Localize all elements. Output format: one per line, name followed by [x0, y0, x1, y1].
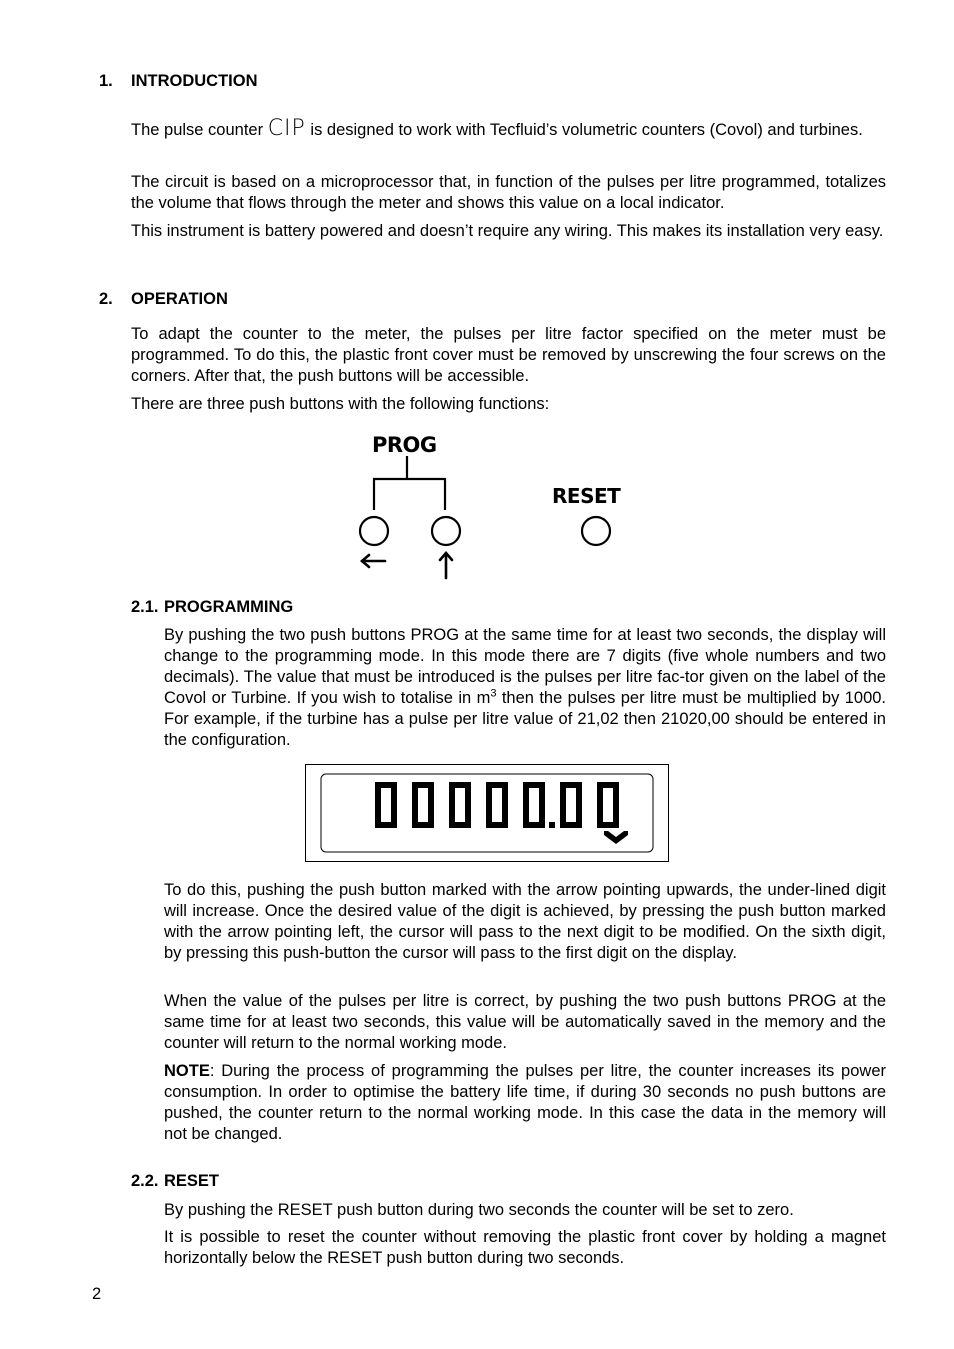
section-heading-reset: [131, 1172, 219, 1191]
lcd-segment: [375, 782, 381, 805]
lcd-display: [305, 764, 669, 862]
section-number: 2.2.: [131, 1172, 159, 1190]
programming-text: then the pulses per litre must be multiplied by 1000. For example, if the turbine has a pulse per litre value of 21,02 then 21020,00 should be entered in the configuration.: [164, 689, 887, 749]
lcd-segment: [613, 782, 619, 805]
intro-paragraph-2: The circuit is based on a microprocessor that, in function of the pulses per litre programmed, totalizes the volume that flows through the meter and shows this value on a local indicator.: [131, 173, 886, 212]
intro-paragraph-3: This instrument is battery powered and doesn’t require any wiring. This makes its installation very easy.: [131, 222, 884, 240]
note-text: : During the process of programming the pulses per litre, the counter increases its power consumption. In order to optimise the battery life time, if during 30 seconds no push buttons are pushed, the counter return to the normal working mode. In this case the data in the memory will not be changed.: [164, 1062, 886, 1143]
section-number: 1.: [99, 72, 113, 90]
lcd-segment: [412, 782, 418, 805]
operation-paragraph-1: To adapt the counter to the meter, the pulses per litre factor specified on the meter must be programmed. To do this, the plastic front cover must be removed by unscrewing the four screws on the corners. After that, the push buttons will be accessible.: [131, 325, 886, 385]
lcd-segment: [486, 782, 492, 805]
lcd-segment: [465, 782, 471, 805]
reset-label: RESET: [552, 484, 621, 508]
programming-paragraph-2: To do this, pushing the push button marked with the arrow pointing upwards, the under-lined digit will increase. Once the desired value of the digit is achieved, by pressing the push button marked with the arrow pointing left, the cursor will pass to the next digit to be modified. On the sixth digit, by pressing this push-button the cursor will pass to the first digit on the display.: [164, 881, 886, 962]
lcd-segment: [523, 782, 529, 805]
lcd-segment: [502, 782, 508, 805]
section-title: INTRODUCTION: [131, 72, 258, 90]
lcd-segment: [539, 782, 545, 805]
section-title: RESET: [164, 1172, 220, 1190]
intro-text: is designed to work with Tecfluid’s volumetric counters (Covol) and turbines.: [310, 121, 863, 139]
note-paragraph: [164, 1061, 886, 1145]
section-heading-programming: [131, 598, 293, 617]
section-title: PROGRAMMING: [164, 598, 294, 616]
note-label: NOTE: [164, 1062, 210, 1080]
lcd-segment: [597, 805, 603, 828]
reset-button[interactable]: [582, 517, 610, 545]
programming-paragraph-3: When the value of the pulses per litre is correct, by pushing the two push buttons PROG at the same time for at least two seconds, this value will be automatically saved in the memory and the counter will return to the normal working mode.: [164, 992, 886, 1052]
reset-paragraph-1: By pushing the RESET push button during two seconds the counter will be set to zero.: [164, 1201, 794, 1219]
lcd-segment: [391, 782, 397, 805]
superscript: 3: [490, 687, 497, 700]
prog-up-button[interactable]: [432, 517, 460, 545]
section-number: 2.: [99, 290, 113, 308]
prog-label: PROG: [372, 433, 437, 457]
programming-paragraph-1: [164, 625, 886, 751]
arrow-left-icon: [362, 555, 385, 567]
lcd-segment: [560, 782, 566, 805]
lcd-segment: [560, 805, 566, 828]
section-title: OPERATION: [131, 290, 228, 308]
lcd-segment: [576, 782, 582, 805]
arrow-up-icon: [440, 553, 452, 578]
lcd-segment: [486, 805, 492, 828]
intro-paragraph-1: [131, 114, 886, 145]
lcd-segment: [375, 805, 381, 828]
lcd-segment: [449, 805, 455, 828]
section-heading-operation: [99, 290, 228, 309]
reset-paragraph-2: It is possible to reset the counter without removing the plastic front cover by holding a magnet horizontally below the RESET push button during two seconds.: [164, 1228, 886, 1267]
lcd-segment: [428, 782, 434, 805]
prog-bracket: [373, 456, 445, 510]
lcd-segment: [597, 782, 603, 805]
section-number: 2.1.: [131, 598, 159, 616]
intro-text: The pulse counter: [131, 121, 264, 139]
lcd-segment: [449, 782, 455, 805]
page-number: 2: [92, 1285, 102, 1303]
section-heading-introduction: [99, 72, 258, 91]
lcd-decimal-point: [549, 822, 555, 828]
lcd-segment: [412, 805, 418, 828]
programming-text: By pushing the two push buttons PROG at the same time for at least two seconds, the display will change to the programming mode. In this mode there are 7 digits (five whole numbers and two decimals). The value that must be introduced is the pulses per litre fac-tor given on the label of the Covol or Turbine. If you wish to totalise in m: [164, 626, 886, 707]
product-logo-cip: CIP: [267, 116, 306, 141]
lcd-segment: [523, 805, 529, 828]
prog-left-button[interactable]: [360, 517, 388, 545]
push-buttons-diagram: [350, 428, 650, 584]
operation-paragraph-2: There are three push buttons with the following functions:: [131, 395, 550, 413]
